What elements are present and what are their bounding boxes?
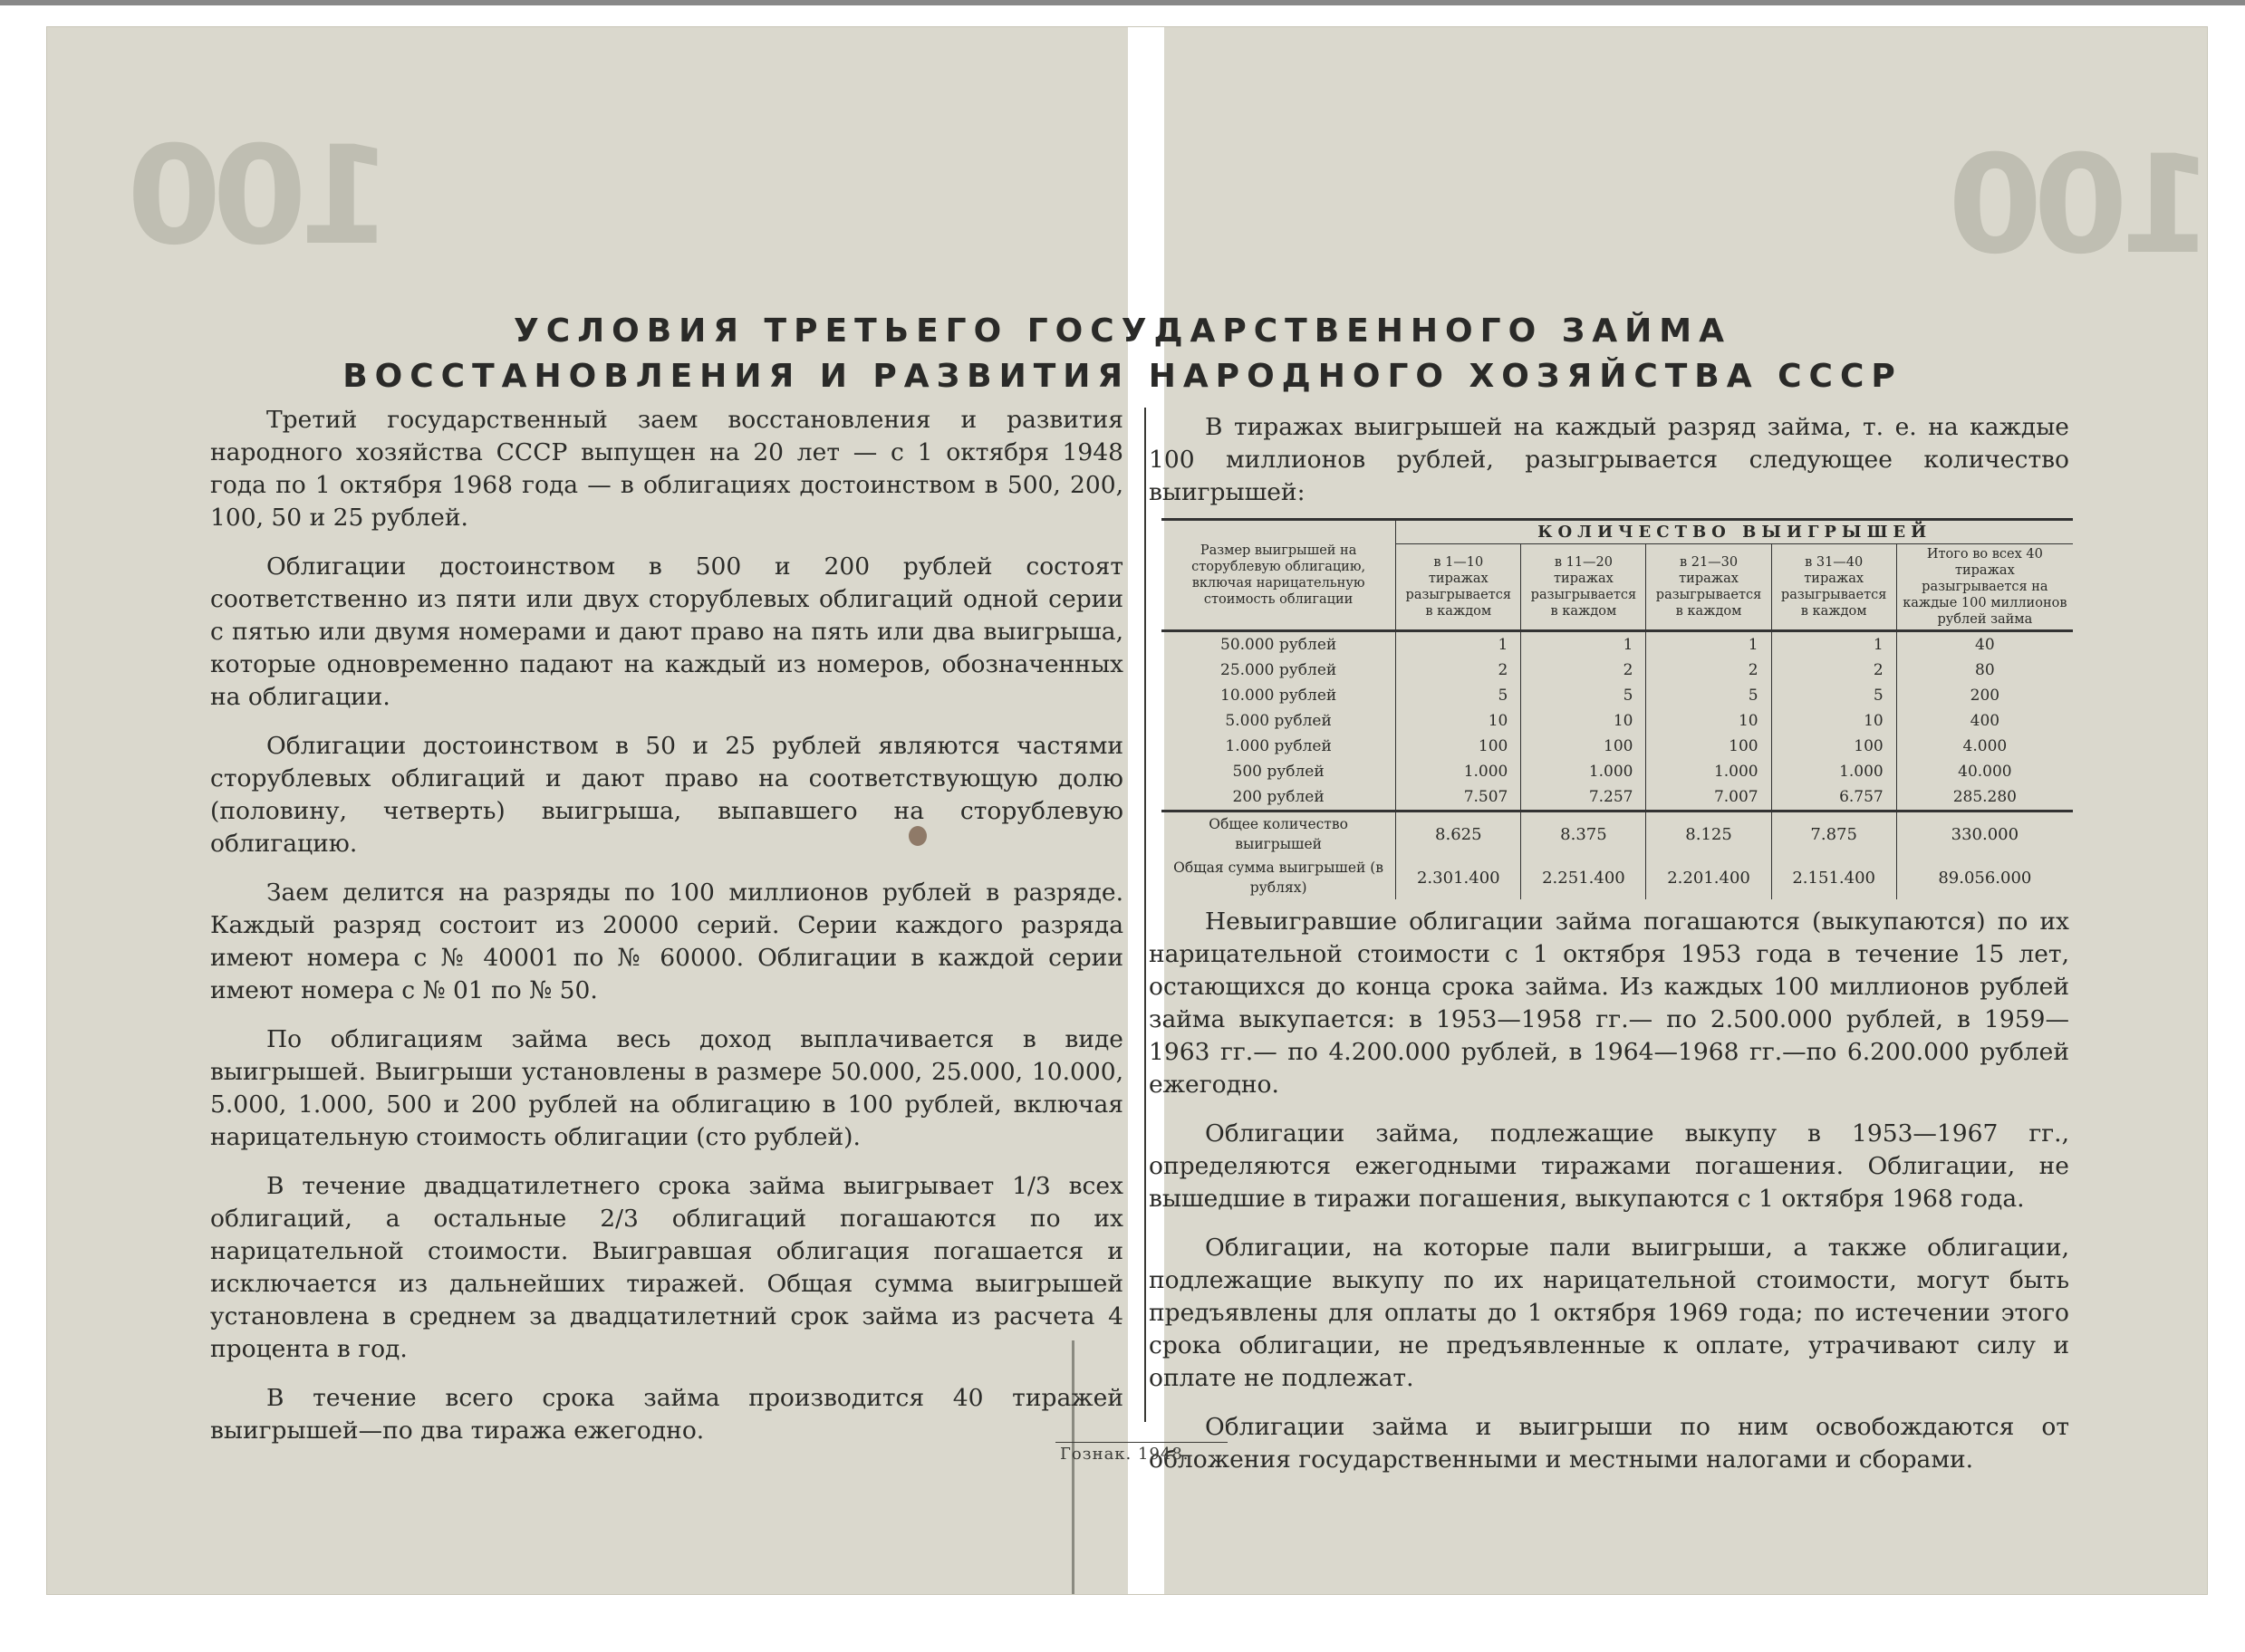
table-cell: 100 [1396, 734, 1521, 759]
table-cell: 8.375 [1521, 812, 1646, 857]
table-cell: 8.125 [1646, 812, 1771, 857]
bleed-through-mark: 100 [1957, 127, 2214, 284]
table-cell: 1.000 [1646, 759, 1771, 784]
table-cell: 5 [1771, 683, 1896, 708]
table-cell: 1 [1646, 631, 1771, 658]
table-cell: 5 [1396, 683, 1521, 708]
ink-stain [909, 826, 927, 846]
table-header-col: в 21—30 тиражах разыгрывается в каждом [1646, 544, 1771, 631]
total-count-label: Общее количество выигрышей [1209, 816, 1348, 852]
table-cell: 100 [1521, 734, 1646, 759]
table-cell: 5 [1646, 683, 1771, 708]
prize-size-label: 1.000 рублей [1225, 737, 1332, 755]
prize-size-label: 50.000 рублей [1220, 636, 1337, 654]
table-row [1161, 759, 2073, 784]
table-cell: 89.056.000 [1896, 856, 2073, 899]
table-cell: 100 [1771, 734, 1896, 759]
table-cell: 400 [1896, 708, 2073, 734]
table-group-header: КОЛИЧЕСТВО ВЫИГРЫШЕЙ [1396, 520, 2073, 544]
table-cell: 2 [1521, 658, 1646, 683]
prize-size-label: 25.000 рублей [1220, 661, 1337, 679]
table-header-col: в 1—10 тиражах разыгрывается в каждом [1396, 544, 1521, 631]
prize-size-label: 10.000 рублей [1220, 687, 1337, 705]
table-cell: 80 [1896, 658, 2073, 683]
table-cell: 1.000 [1521, 759, 1646, 784]
left-column [210, 404, 1123, 1464]
table-cell: 10 [1396, 708, 1521, 734]
table-header-col: в 31—40 тиражах разыгрывается в каждом [1771, 544, 1896, 631]
table-header-prize-size: Размер выигрышей на сторублевую облигацию, включая нарицательную стоимость облигации [1191, 543, 1366, 607]
table-cell: 8.625 [1396, 812, 1521, 857]
paragraph: Невыигравшие облигации займа погашаются (выкупаются) по их нарицательной стоимости с 1 октября 1953 года в течение 15 лет, остающихся до конца срока займа. Из каждых 100 миллионов рублей займа выкупается: в 1953—1958 гг.— по 2.500.000 рублей, в 1959—1963 гг.— по 4.200.000 рублей, в 1964—1968 гг.—по 6.200.000 рублей ежегодно. [1149, 908, 2069, 1099]
table-row [1161, 784, 2073, 812]
table-cell: 5 [1521, 683, 1646, 708]
top-border [0, 0, 2245, 5]
table-cell: 100 [1646, 734, 1771, 759]
paragraph: Облигации достоинством в 50 и 25 рублей являются частями сторублевых облигаций и дают право на соответствующую долю (половину, четверть) выигрыша, выпавшего на сторублевую облигацию. [210, 732, 1123, 858]
prize-table [1161, 518, 2073, 899]
table-cell: 2.301.400 [1396, 856, 1521, 899]
prize-size-label: 500 рублей [1232, 763, 1325, 781]
paragraph: Облигации займа, подлежащие выкупу в 1953—1967 гг., определяются ежегодными тиражами погашения. Облигации, не вышедшие в тиражи погашения, выкупаются с 1 октября 1968 года. [1149, 1119, 2069, 1213]
table-cell: 7.257 [1521, 784, 1646, 812]
table-cell: 10 [1521, 708, 1646, 734]
title-line-2: ВОССТАНОВЛЕНИЯ И РАЗВИТИЯ НАРОДНОГО ХОЗЯЙСТВА СССР [342, 358, 1903, 395]
table-cell: 200 [1896, 683, 2073, 708]
paragraph: Облигации займа и выигрыши по ним освобождаются от обложения государственными и местными налогами и сборами. [1149, 1413, 2069, 1474]
paragraph: Третий государственный заем восстановления и развития народного хозяйства СССР выпущен на 20 лет — с 1 октября 1948 года по 1 октября 1968 года — в облигациях достоинством в 500, 200, 100, 50 и 25 рублей. [210, 406, 1123, 532]
table-row [1161, 708, 2073, 734]
right-column-intro [1149, 411, 2069, 525]
table-cell: 7.875 [1771, 812, 1896, 857]
table-body [1161, 631, 2073, 812]
table-cell: 2.201.400 [1646, 856, 1771, 899]
paragraph: Облигации, на которые пали выигрыши, а также облигации, подлежащие выкупу по их нарицательной стоимости, могут быть предъявлены для оплаты до 1 октября 1969 года; по истечении этого срока облигации, не предъявленные к оплате, утрачивают силу и оплате не подлежат. [1149, 1234, 2069, 1392]
paragraph: Облигации достоинством в 500 и 200 рублей состоят соответственно из пяти или двух сторублевых облигаций одной серии с пятью или двумя номерами и дают право на пять или два выигрыша, которые одновременно падают на каждый из номеров, обозначенных на облигации. [210, 552, 1123, 711]
table-cell: 330.000 [1896, 812, 2073, 857]
table-header-col: Итого во всех 40 тиражах разыгрывается на каждые 100 миллионов рублей займа [1896, 544, 2073, 631]
paragraph: В течение двадцатилетнего срока займа выигрывает 1/3 всех облигаций, а остальные 2/3 облигаций погашаются по их нарицательной стоимости. Выигравшая облигация погашается и исключается из дальнейших тиражей. Общая сумма выигрышей установлена в среднем за двадцатилетний срок займа из расчета 4 процента в год. [210, 1172, 1123, 1363]
table-cell: 285.280 [1896, 784, 2073, 812]
table-cell: 2.151.400 [1771, 856, 1896, 899]
table-row [1161, 734, 2073, 759]
paragraph: В течение всего срока займа производится 40 тиражей выигрышей—по два тиража ежегодно. [210, 1384, 1123, 1445]
table-cell: 40.000 [1896, 759, 2073, 784]
table-row [1161, 683, 2073, 708]
table-row [1161, 631, 2073, 658]
title-line-1: УСЛОВИЯ ТРЕТЬЕГО ГОСУДАРСТВЕННОГО ЗАЙМА [514, 312, 1731, 350]
imprint-rule [1055, 1442, 1228, 1443]
printer-imprint: Гознак. 1948. [1060, 1445, 1190, 1464]
table-cell: 1 [1521, 631, 1646, 658]
table-cell: 1 [1771, 631, 1896, 658]
table-cell: 2 [1396, 658, 1521, 683]
table-cell: 7.507 [1396, 784, 1521, 812]
column-divider [1144, 408, 1146, 1422]
total-sum-label: Общая сумма выигрышей (в рублях) [1173, 860, 1384, 896]
table-cell: 1.000 [1396, 759, 1521, 784]
prize-size-label: 200 рублей [1232, 788, 1325, 806]
paragraph: По облигациям займа весь доход выплачивается в виде выигрышей. Выигрыши установлены в размере 50.000, 25.000, 10.000, 5.000, 1.000, 500 и 200 рублей на облигацию в 100 рублей, включая нарицательную стоимость облигации (сто рублей). [210, 1025, 1123, 1151]
paragraph: В тиражах выигрышей на каждый разряд займа, т. е. на каждые 100 миллионов рублей, разыгрывается следующее количество выигрышей: [1149, 413, 2069, 506]
table-cell: 1.000 [1771, 759, 1896, 784]
table-cell: 2 [1771, 658, 1896, 683]
right-column [1149, 906, 2069, 1493]
table-cell: 40 [1896, 631, 2073, 658]
table-cell: 10 [1646, 708, 1771, 734]
table-cell: 6.757 [1771, 784, 1896, 812]
prize-size-label: 5.000 рублей [1225, 712, 1332, 730]
bleed-through-mark: 100 [136, 118, 393, 275]
paragraph: Заем делится на разряды по 100 миллионов рублей в разряде. Каждый разряд состоит из 20000 серий. Серии каждого разряда имеют номера с № 40001 по № 60000. Облигации в каждой серии имеют номера с № 01 по № 50. [210, 879, 1123, 1004]
table-row [1161, 658, 2073, 683]
table-cell: 4.000 [1896, 734, 2073, 759]
table-cell: 10 [1771, 708, 1896, 734]
table-cell: 1 [1396, 631, 1521, 658]
table-cell: 2.251.400 [1521, 856, 1646, 899]
table-cell: 7.007 [1646, 784, 1771, 812]
table-cell: 2 [1646, 658, 1771, 683]
table-header-col: в 11—20 тиражах разыгрывается в каждом [1521, 544, 1646, 631]
